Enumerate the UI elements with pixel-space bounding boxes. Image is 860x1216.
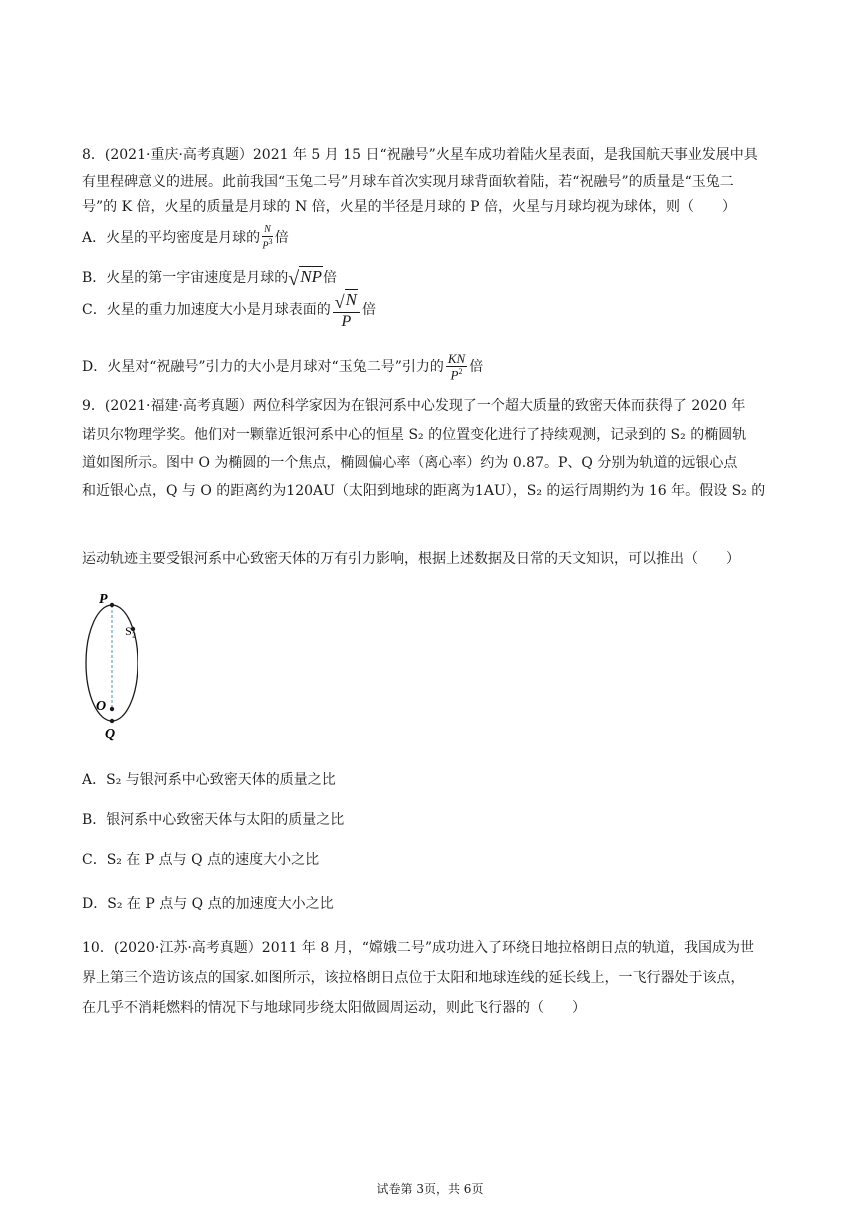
q9-stem-line-4: 和近银心点，Q 与 O 的距离约为120AU（太阳到地球的距离为1AU），S₂ 的运行周期约为 16 年。假设 S₂ 的 xyxy=(82,483,766,499)
q8-option-a-numerator: N xyxy=(264,224,271,235)
q8-option-d-numerator: KN xyxy=(447,351,466,367)
point-q-dot xyxy=(110,719,114,723)
q9-option-c[interactable]: C．S₂ 在 P 点与 Q 点的速度大小之比 xyxy=(82,852,320,868)
q8-stem-line-1: 8．(2021·重庆·高考真题）2021 年 5 月 15 日“祝融号”火星车成功着陆火星表面，是我国航天事业发展中具 xyxy=(82,147,758,163)
q9-option-d[interactable]: D．S₂ 在 P 点与 Q 点的加速度大小之比 xyxy=(82,896,334,912)
q8-option-a-exponent: 3 xyxy=(268,237,273,246)
q8-option-b[interactable] xyxy=(82,264,782,292)
label-s2: S₂ xyxy=(125,624,136,638)
q8-option-c[interactable] xyxy=(82,290,782,334)
q8-option-b-radicand: NP xyxy=(300,267,323,286)
q8-option-c-denominator: P xyxy=(341,312,352,330)
q8-option-d-suffix: 倍 xyxy=(469,359,484,375)
point-p-dot xyxy=(110,603,114,607)
label-q: Q xyxy=(105,727,116,742)
q8-option-c-fraction: $\frac{√N}{P}$ xyxy=(333,291,360,330)
label-p: P xyxy=(99,592,108,607)
q8-option-b-suffix: 倍 xyxy=(323,270,338,286)
q10-stem-line-1: 10．(2020·江苏·高考真题）2011 年 8 月，“嫦娥二号”成功进入了环绕日地拉格朗日点的轨道，我国成为世 xyxy=(82,940,755,956)
q8-stem-line-2: 有里程碑意义的进展。此前我国“玉兔二号”月球车首次实现月球背面软着陆，若“祝融号”的质量是“玉兔二 xyxy=(82,174,734,190)
q8-option-c-text: C．火星的重力加速度大小是月球表面的 xyxy=(82,302,331,318)
page-footer: 试卷第 3页，共 6页 xyxy=(376,1182,484,1196)
q10-stem-line-2: 界上第三个造访该点的国家.如图所示，该拉格朗日点位于太阳和地球连线的延长线上，一飞行器处于该点， xyxy=(82,970,745,986)
q8-option-d[interactable] xyxy=(82,350,782,384)
q8-option-d-fraction xyxy=(446,352,467,381)
q8-option-d-text: D．火星对“祝融号”引力的大小是月球对“玉兔二号”引力的 xyxy=(82,359,444,375)
q9-option-a[interactable]: A．S₂ 与银河系中心致密天体的质量之比 xyxy=(82,772,336,788)
q8-option-c-radicand: N xyxy=(345,289,357,309)
label-o: O xyxy=(96,699,107,714)
q8-option-a-suffix: 倍 xyxy=(274,230,289,247)
q9-stem-line-3: 道如图所示。图中 O 为椭圆的一个焦点，椭圆偏心率（离心率）约为 0.87。P、Q 分别为轨道的远银心点 xyxy=(82,455,738,471)
q9-stem-line-2: 诺贝尔物理学奖。他们对一颗靠近银河系中心的恒星 S₂ 的位置变化进行了持续观测，记录到的 S₂ 的椭圆轨 xyxy=(82,427,747,443)
q9-option-b[interactable]: B．银河系中心致密天体与太阳的质量之比 xyxy=(82,812,345,828)
q8-stem-line-3: 号”的 K 倍，火星的质量是月球的 N 倍，火星的半径是月球的 P 倍，火星与月球均视为球体，则（ ） xyxy=(82,199,736,215)
q9-stem-line-5: 运动轨迹主要受银河系中心致密天体的万有引力影响，根据上述数据及日常的天文知识，可以推出（ ） xyxy=(82,551,740,567)
q8-option-d-denominator: P xyxy=(450,367,459,383)
q8-option-a-text: A．火星的平均密度是月球的 xyxy=(82,230,261,247)
q9-stem-line-1: 9．(2021·福建·高考真题）两位科学家因为在银河系中心发现了一个超大质量的致密天体而获得了 2020 年 xyxy=(82,398,746,414)
q8-option-b-sqrt: √NP xyxy=(288,267,323,290)
focus-o-dot xyxy=(110,707,114,711)
q8-option-c-suffix: 倍 xyxy=(361,302,376,318)
q10-stem-line-3: 在几乎不消耗燃料的情况下与地球同步绕太阳做圆周运动，则此飞行器的（ ） xyxy=(82,1000,586,1016)
q8-option-a-denominator: P xyxy=(262,240,269,252)
q8-option-d-exponent: 2 xyxy=(458,367,463,377)
q8-option-a-fraction xyxy=(262,225,273,251)
orbit-figure xyxy=(78,584,138,744)
q8-option-b-text: B．火星的第一宇宙速度是月球的 xyxy=(82,270,289,286)
q8-option-a[interactable] xyxy=(82,225,782,251)
